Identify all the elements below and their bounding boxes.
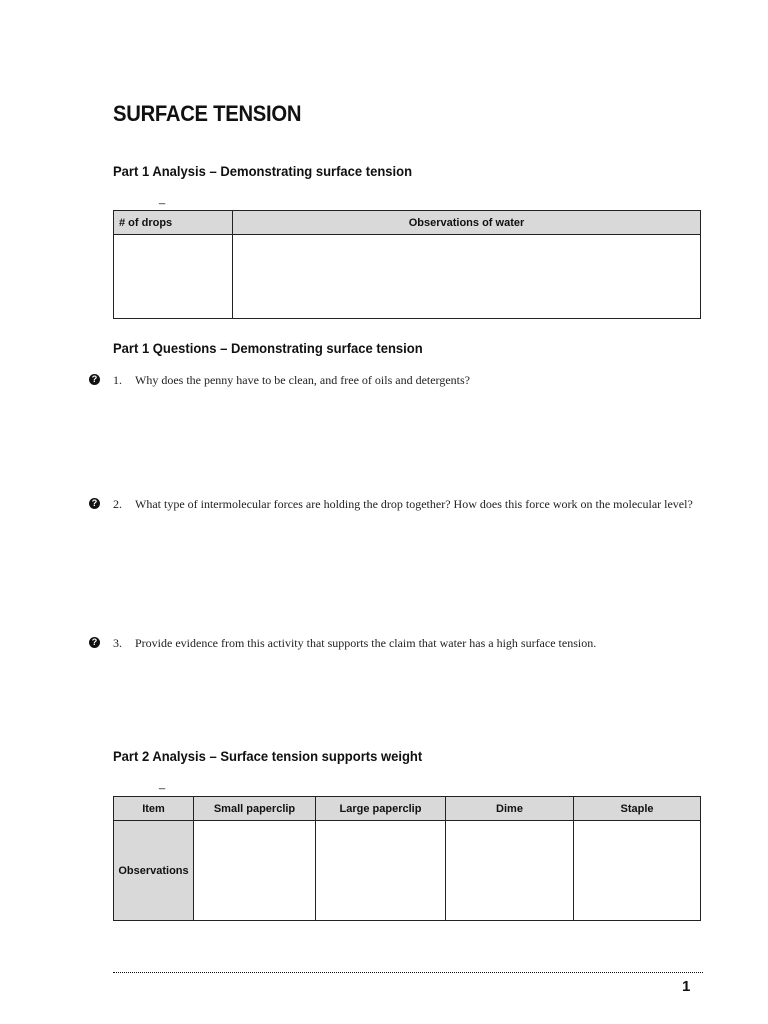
large-paperclip-answer-cell[interactable]	[316, 821, 446, 921]
page-number: 1	[682, 978, 691, 995]
question-text: What type of intermolecular forces are holding the drop together? How does this force work on the molecular level?	[135, 497, 693, 511]
drops-answer-cell[interactable]	[114, 235, 233, 319]
part1-analysis-heading: Part 1 Analysis – Demonstrating surface tension	[113, 163, 413, 179]
drops-column-header: # of drops	[114, 211, 233, 235]
dime-column-header: Dime	[446, 797, 574, 821]
part1-questions-heading: Part 1 Questions – Demonstrating surface tension	[113, 340, 423, 356]
footer-divider	[113, 972, 703, 973]
question-circle-icon: ?	[89, 498, 100, 509]
question-text: Why does the penny have to be clean, and free of oils and detergents?	[135, 373, 470, 387]
question-circle-icon: ?	[89, 374, 100, 385]
large-paperclip-column-header: Large paperclip	[316, 797, 446, 821]
question-number: 2.	[113, 497, 122, 511]
question-text: Provide evidence from this activity that supports the claim that water has a high surface tension.	[135, 636, 597, 650]
observations-row-label: Observations	[114, 821, 194, 921]
question-number: 1.	[113, 373, 122, 387]
item-column-header: Item	[114, 797, 194, 821]
part1-blank-line: _	[159, 193, 166, 205]
staple-column-header: Staple	[574, 797, 701, 821]
small-paperclip-answer-cell[interactable]	[194, 821, 316, 921]
question-number: 3.	[113, 636, 122, 650]
question-circle-icon: ?	[89, 637, 100, 648]
dime-answer-cell[interactable]	[446, 821, 574, 921]
part1-observation-table	[113, 210, 701, 319]
observations-answer-cell[interactable]	[233, 235, 701, 319]
staple-answer-cell[interactable]	[574, 821, 701, 921]
small-paperclip-column-header: Small paperclip	[194, 797, 316, 821]
observations-column-header: Observations of water	[233, 211, 701, 235]
part2-analysis-heading: Part 2 Analysis – Surface tension supports weight	[113, 748, 423, 764]
page-title: SURFACE TENSION	[113, 101, 302, 126]
part2-blank-line: _	[159, 778, 166, 790]
part2-observation-table	[113, 796, 701, 921]
